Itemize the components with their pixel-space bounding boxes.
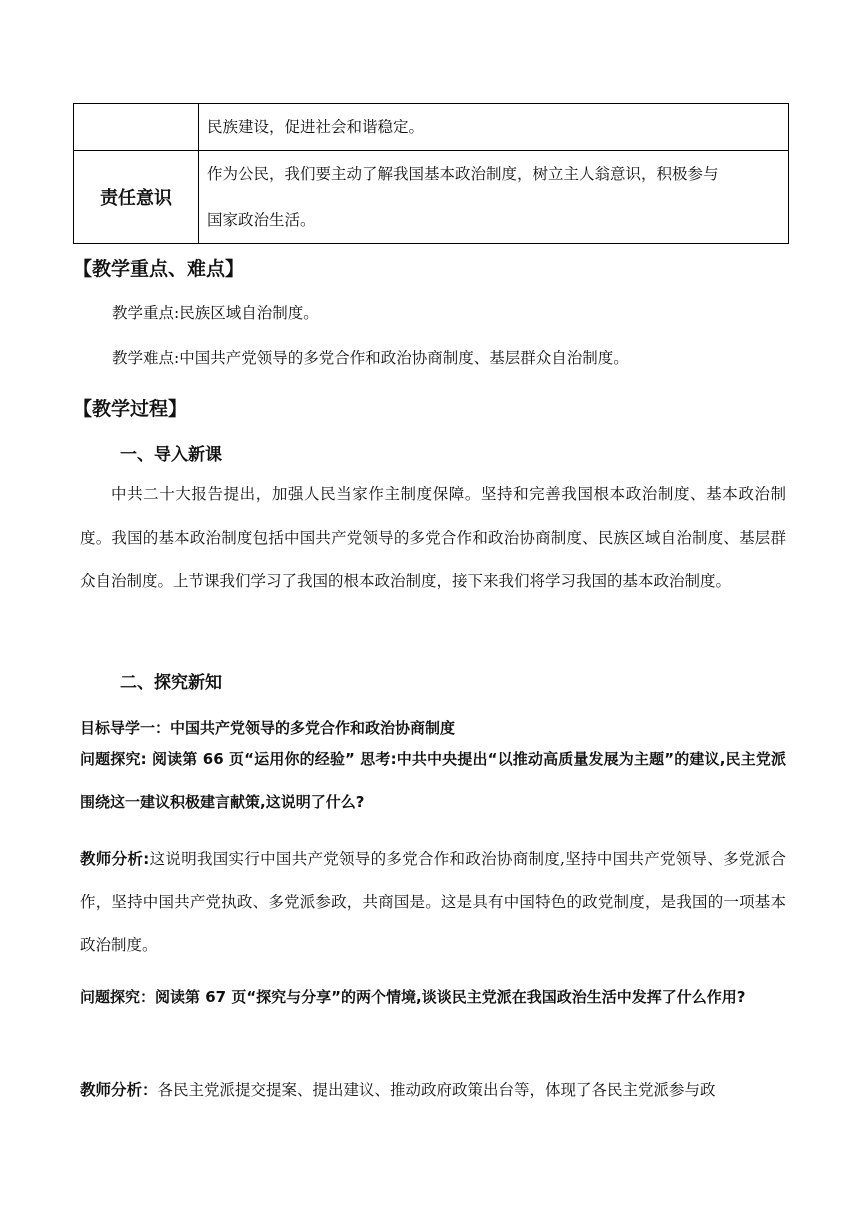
answer2 (80, 1069, 786, 1112)
teaching-difficulty: 教学难点:中国共产党领导的多党合作和政治协商制度、基层群众自治制度。 (112, 349, 629, 367)
table-label-cell-empty (74, 104, 199, 151)
objectives-table (73, 103, 789, 244)
answer1-text: 这说明我国实行中国共产党领导的多党合作和政治协商制度,坚持中国共产党领导、多党派合作，坚持中国共产党执政、多党派参政，共商国是。这是具有中国特色的政党制度，是我国的一项基本政治制度。 (80, 850, 786, 954)
question1: 问题探究: 阅读第 66 页“运用你的经验” 思考:中共中央提出“以推动高质量发展为主题”的建议,民主党派围绕这一建议积极建言献策,这说明了什么? (80, 750, 786, 811)
table-text-cell (199, 151, 789, 244)
table-text-line: 作为公民，我们要主动了解我国基本政治制度，树立主人翁意识，积极参与 (207, 165, 719, 183)
answer1 (80, 838, 786, 967)
table-row (74, 151, 789, 244)
goal1-heading: 目标导学一：中国共产党领导的多党合作和政治协商制度 (80, 719, 456, 737)
table-text-line: 国家政治生活。 (207, 211, 316, 229)
key-points-heading: 【教学重点、难点】 (73, 258, 245, 280)
section1-title: 一、导入新课 (120, 445, 222, 465)
answer2-text: 各民主党派提交提案、提出建议、推动政府政策出台等，体现了各民主党派参与政 (157, 1081, 716, 1099)
teaching-focus: 教学重点:民族区域自治制度。 (112, 304, 319, 322)
answer1-lead: 教师分析: (80, 850, 150, 868)
section2-title: 二、探究新知 (120, 673, 222, 693)
question2: 问题探究：阅读第 67 页“探究与分享”的两个情境,谈谈民主党派在我国政治生活中发挥了什么作用? (80, 988, 746, 1006)
process-heading: 【教学过程】 (73, 398, 188, 420)
table-text-cell: 民族建设，促进社会和谐稳定。 (199, 104, 789, 151)
table-row (74, 104, 789, 151)
section1-paragraph: 中共二十大报告提出，加强人民当家作主制度保障。坚持和完善我国根本政治制度、基本政治制度。我国的基本政治制度包括中国共产党领导的多党合作和政治协商制度、民族区域自治制度、基层群众自治制度。上节课我们学习了我国的根本政治制度，接下来我们将学习我国的基本政治制度。 (80, 485, 786, 590)
answer2-lead: 教师分析： (80, 1081, 158, 1099)
table-label-responsibility: 责任意识 (74, 151, 199, 244)
